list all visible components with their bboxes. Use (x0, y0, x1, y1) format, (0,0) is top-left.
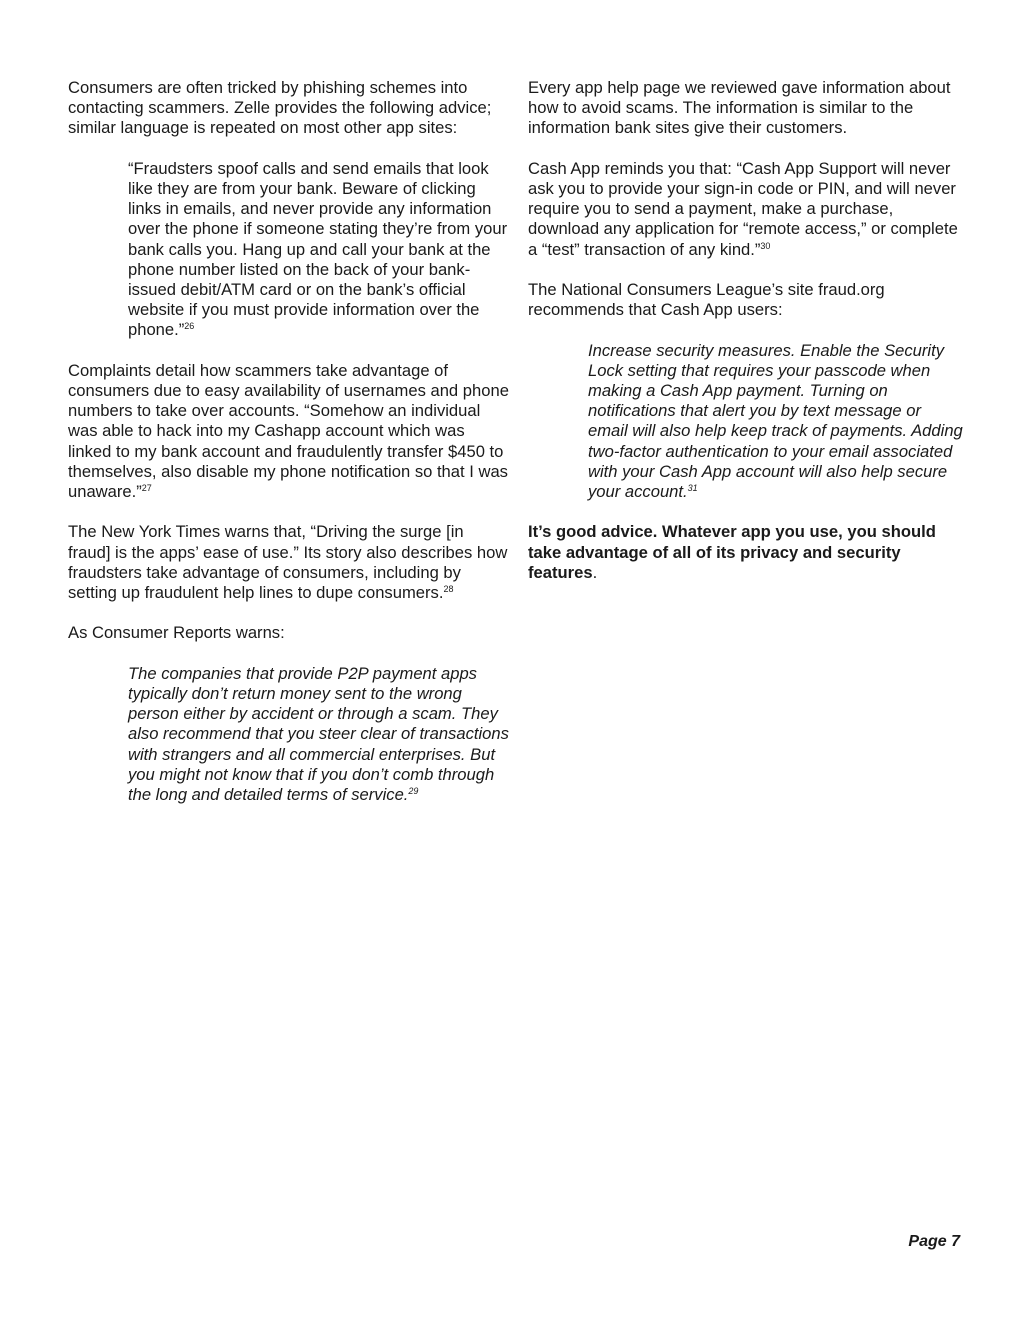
conclusion-paragraph (528, 522, 964, 583)
nyt-paragraph (68, 522, 510, 603)
conclusion-period: . (592, 562, 598, 582)
zelle-quote-text: “Fraudsters spoof calls and send emails that look like they are from your bank. Beware of clicking links in emails, and never provide any information over the phone if someone stating they’re from your bank calls you. Hang up and call your bank at the phone number listed on the back of your bank-issued debit/ATM card or on the bank’s official website if you must provide information over the phone.” (128, 158, 508, 340)
ncl-text: The National Consumers League’s site fraud.org recommends that Cash App users: (528, 280, 885, 320)
intro-text: Consumers are often tricked by phishing schemes into contacting scammers. Zelle provides the following advice; similar language is repeated on most other app sites: (68, 78, 492, 138)
intro-paragraph (68, 78, 510, 139)
cash-app-paragraph (528, 159, 964, 260)
complaints-paragraph (68, 361, 510, 502)
complaints-text: Complaints detail how scammers take advantage of consumers due to easy availability of usernames and phone numbers to take over accounts. “Somehow an individual was able to hack into my Cashapp account which was linked to my bank account and fraudulently transfer $450 to themselves, also disable my phone notification so that I was unaware.” (68, 360, 509, 502)
footnote-ref-29: 29 (408, 786, 419, 797)
footnote-ref-31: 31 (687, 483, 698, 494)
app-help-text: Every app help page we reviewed gave information about how to avoid scams. The information is similar to the information bank sites give their customers. (528, 78, 951, 138)
footnote-ref-28: 28 (443, 584, 454, 595)
consumer-reports-quote (128, 664, 510, 805)
footnote-ref-30: 30 (760, 240, 771, 251)
nyt-text: The New York Times warns that, “Driving the surge [in fraud] is the apps’ ease of use.” Its story also describes how fraudsters take advantage of consumers, including by setting up fraudulent help lines to dupe consumers. (68, 522, 508, 603)
fraud-org-quote (588, 341, 964, 503)
page-number: Page 7 (908, 1233, 960, 1250)
footnote-ref-26: 26 (184, 321, 195, 332)
consumer-reports-quote-text: The companies that provide P2P payment apps typically don’t return money sent to the wrong person either by accident or through a scam. They also recommend that you steer clear of transactions with strangers and all commercial enterprises. But you might not know that if you don’t comb through the long and detailed terms of service. (128, 663, 509, 805)
cash-app-text: Cash App reminds you that: “Cash App Support will never ask you to provide your sign-in code or PIN, and will never require you to send a payment, make a purchase, download any application for “remote access,” or complete a “test” transaction of any kind.” (528, 158, 958, 259)
fraud-org-quote-text: Increase security measures. Enable the Security Lock setting that requires your passcode when making a Cash App payment. Turning on notifications that alert you by text message or email will also help keep track of payments. Adding two-factor authentication to your email associated with your Cash App account will also help secure your account. (588, 340, 963, 502)
left-column (68, 78, 510, 825)
right-column (528, 78, 964, 603)
footnote-ref-27: 27 (141, 483, 152, 494)
ncl-paragraph (528, 280, 964, 320)
app-help-paragraph (528, 78, 964, 139)
zelle-quote (128, 159, 510, 341)
conclusion-bold-text: It’s good advice. Whatever app you use, you should take advantage of all of its privacy and security features (528, 522, 936, 582)
consumer-reports-intro (68, 623, 510, 643)
consumer-reports-intro-text: As Consumer Reports warns: (68, 623, 285, 643)
